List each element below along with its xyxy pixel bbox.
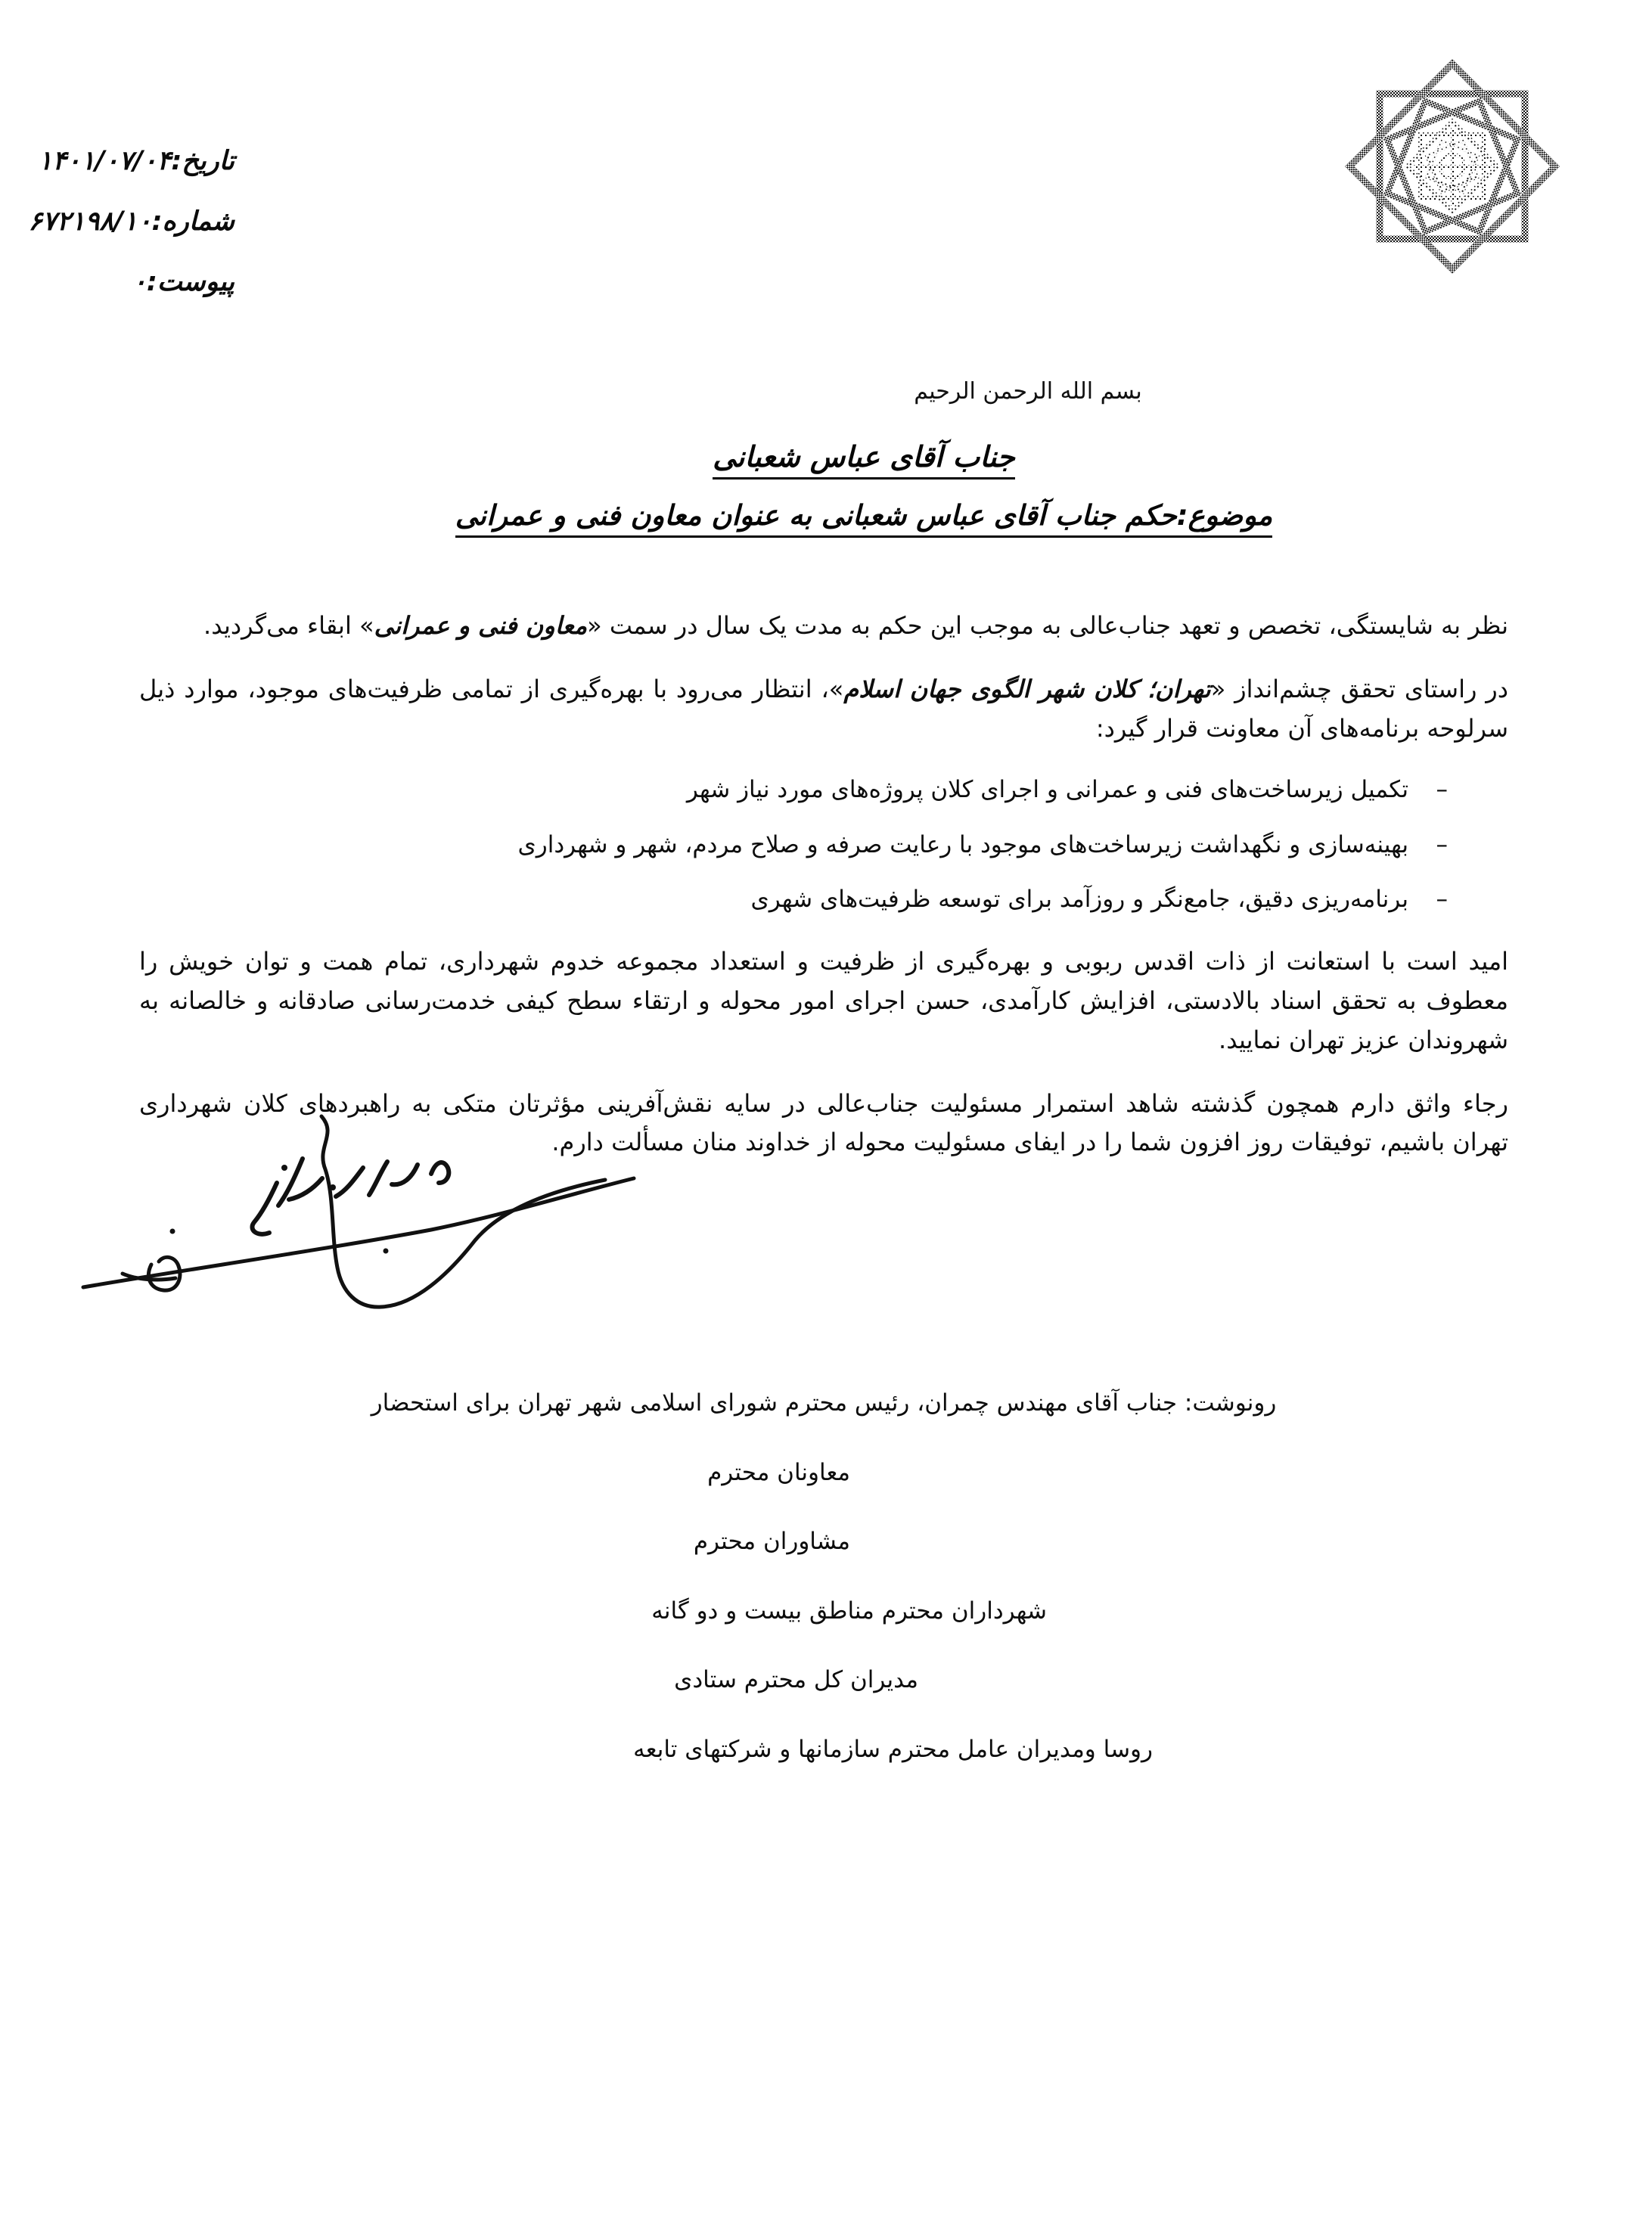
salutation-text: جناب آقای عباس شعبانی	[713, 440, 1015, 479]
basmala-line: بسم الله الرحمن الرحیم	[914, 378, 1142, 405]
header-number: شماره:۶۷۲۱۹۸/۱۰	[28, 206, 234, 237]
directives-list	[139, 771, 1508, 918]
cc-line: معاونان محترم	[707, 1458, 850, 1486]
letter-header-fields	[0, 147, 393, 328]
cc-line: روسا ومدیران عامل محترم سازمانها و شرکتهای تابعه	[633, 1735, 1153, 1763]
cc-line: مدیران کل محترم ستادی	[674, 1666, 918, 1693]
body-paragraph-3: امید است با استعانت از ذات اقدس ربوبی و بهره‌گیری از ظرفیت و استعداد مجموعه خدوم شهرداری، تمام همت و توان خویش را معطوف به تحقق اسناد بالادستی، افزایش کارآمدی، حسن اجرای امور محوله و ارتقاء سطح کیفی خدمت‌رسانی صادقانه و خالصانه به شهروندان عزیز تهران نمایید.	[139, 947, 1508, 1054]
cc-line: شهرداران محترم مناطق بیست و دو گانه	[651, 1597, 1047, 1625]
emphasized-phrase: معاون فنی و عمرانی	[374, 611, 588, 640]
list-item: – برنامه‌ریزی دقیق، جامع‌نگر و روزآمد برای توسعه ظرفیت‌های شهری	[139, 880, 1448, 918]
cc-line: مشاوران محترم	[693, 1528, 850, 1555]
header-date: تاریخ:۱۴۰۱/۰۷/۰۴	[38, 146, 234, 176]
body-paragraph-2: در راستای تحقق چشم‌انداز «تهران؛ کلان شهر الگوی جهان اسلام»، انتظار می‌رود با بهره‌گیری از تمامی ظرفیت‌های موجود، موارد ذیل سرلوحه برنامه‌های آن معاونت قرار گیرد:	[139, 674, 1509, 743]
cc-line: رونوشت: جناب آقای مهندس چمران، رئیس محترم شورای اسلامی شهر تهران برای استحضار	[371, 1389, 1277, 1417]
body-paragraph-4: رجاء واثق دارم همچون گذشته شاهد استمرار مسئولیت جناب‌عالی در سایه نقش‌آفرینی مؤثرتان متکی به راهبردهای کلان شهرداری تهران باشیم، توفیقات روز افزون شما را در ایفای مسئولیت محوله از خداوند منان مسألت دارم.	[139, 1088, 1508, 1157]
subject-text: موضوع:حکم جناب آقای عباس شعبانی به عنوان معاون فنی و عمرانی	[455, 499, 1272, 538]
list-item: – بهینه‌سازی و نگهداشت زیرساخت‌های موجود با رعایت صرفه و صلاح مردم، شهر و شهرداری	[139, 826, 1448, 864]
subject-line	[76, 499, 1652, 538]
header-attachment: پیوست:۰	[132, 266, 234, 297]
list-item: – تکمیل زیرساخت‌های فنی و عمرانی و اجرای کلان پروژه‌های مورد نیاز شهر	[139, 771, 1448, 808]
emphasized-phrase: تهران؛ کلان شهر الگوی جهان اسلام	[843, 674, 1211, 703]
organization-emblem-icon	[1331, 45, 1573, 287]
cc-distribution-list	[132, 1386, 1516, 1801]
salutation	[76, 440, 1652, 479]
letter-body	[139, 582, 1508, 1173]
handwritten-signature	[76, 1089, 651, 1346]
body-paragraph-1: نظر به شایستگی، تخصص و تعهد جناب‌عالی به موجب این حکم به مدت یک سال در سمت «معاون فنی و عمرانی» ابقاء می‌گردید.	[203, 611, 1508, 640]
